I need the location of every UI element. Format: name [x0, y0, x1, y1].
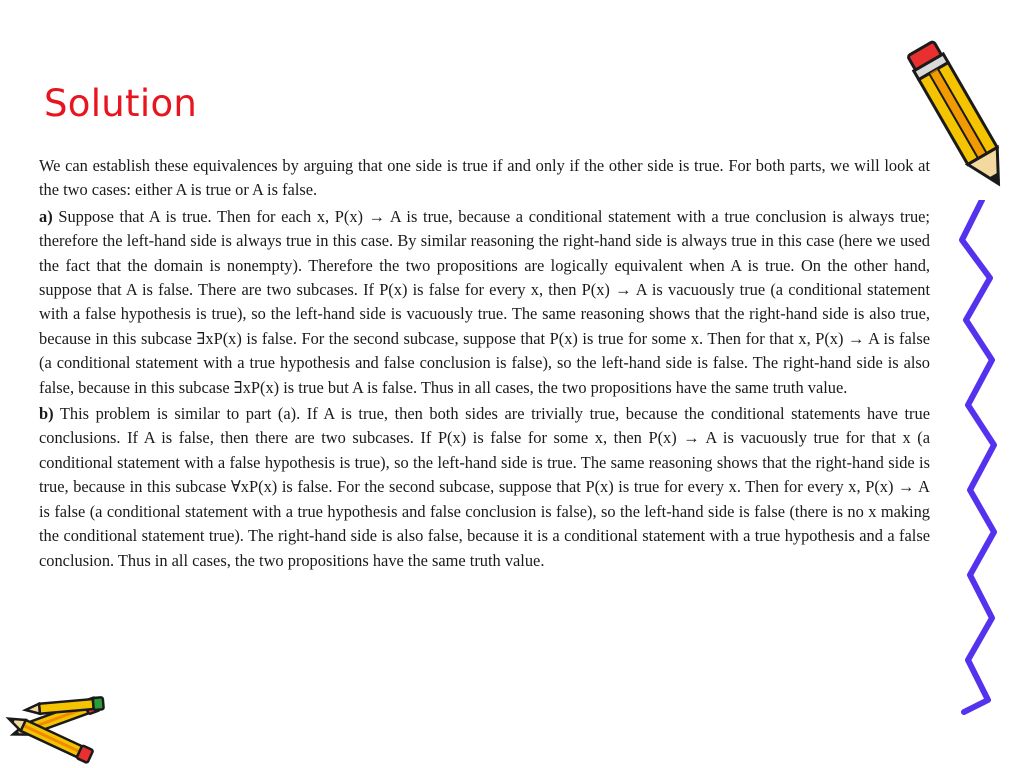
- pencil-icon: [905, 36, 1015, 198]
- pencils-icon: [0, 694, 115, 764]
- part-a-paragraph: [39, 205, 930, 400]
- part-b-paragraph: [39, 402, 930, 573]
- part-a-label: a): [39, 206, 53, 226]
- part-b-text: This problem is similar to part (a). If A is true, then both sides are trivially true, because the conditional statements have true conclusions. If A is false, then there are two subcases. If P(x) is false for some x, then P(x) → A is vacuously true for that x (a conditional statement with a false hypothesis is true), so the left-hand side is true. The same reasoning shows that the right-hand side is true, because in this subcase ∀xP(x) is false. For the second subcase, suppose that P(x) is true for every x. Then for every x, P(x) → A is false (a conditional statement with a true hypothesis and false conclusion is false), so the left-hand side is false (there is no x making the conditional statement true). The right-hand side is also false, because it is a conditional statement with a true hypothesis and a false conclusion. Thus in all cases, the two propositions have the same truth value.: [39, 404, 930, 570]
- slide-title: Solution: [44, 82, 198, 125]
- part-b-label: b): [39, 404, 54, 424]
- zigzag-line: [952, 200, 1002, 715]
- solution-body: [39, 154, 930, 575]
- intro-paragraph: We can establish these equivalences by arguing that one side is true if and only if the other side is true. For both parts, we will look at the two cases: either A is true or A is false.: [39, 156, 930, 200]
- part-a-text: Suppose that A is true. Then for each x, P(x) → A is true, because a conditional statement with a true conclusion is always true; therefore the left-hand side is always true in this case. By similar reasoning the right-hand side is always true in this case (here we used the fact that the domain is nonempty). Therefore the two propositions are logically equivalent when A is true. On the other hand, suppose that A is false. There are two subcases. If P(x) is false for every x, then P(x) → A is vacuously true (a conditional statement with a false hypothesis is true), so the left-hand side is vacuously true. The same reasoning shows that the right-hand side is also true, because in this subcase ∃xP(x) is false. For the second subcase, suppose that P(x) is true for some x. Then for that x, P(x) → A is false (a conditional statement with a true hypothesis and false conclusion is false), so the left-hand side is false. The right-hand side is also false, because in this subcase ∃xP(x) is true but A is false. Thus in all cases, the two propositions have the same truth value.: [39, 206, 930, 397]
